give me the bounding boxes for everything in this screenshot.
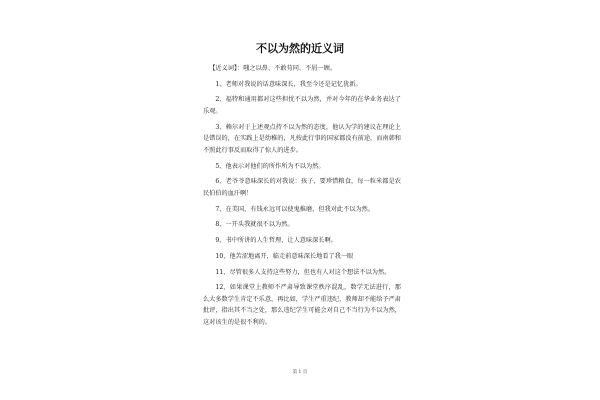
paragraph: 8、一开头我就很不以为然。 [215, 221, 294, 229]
document-body [203, 63, 401, 333]
page-number: 第 1 页 [292, 370, 308, 375]
paragraph: 2、福特和通用都对这些担忧不以为然，并对今年的在华业务表达了乐观。 [203, 96, 401, 116]
paragraph: 9、书中所讲的人生哲理，让人意味深长啊。 [215, 237, 337, 245]
page-title: 不以为然的近义词 [256, 42, 344, 55]
paragraph: 1、老师对我说的话意味深长，我至今还是记忆犹新。 [215, 80, 362, 88]
paragraph: 5、他表示对他们的所作所为不以为然。 [215, 162, 325, 170]
paragraph: 12、如果课堂上教师不严肃导致课堂秩序混乱，数学无法进行，那么大多数学生肯定不乐意，再比如，学生严重违纪，教师却不能给予严肃批评，指出其不当之处，那么违纪学生可能会对自己不当行为不以为然，这对该生的是很不利的。 [203, 284, 401, 326]
paragraph: 3、赖尔对于上述观点持不以为然的态度，他认为学的建议在理论上是错误的，在实践上是幼稚的，凡按此行事的国家都没有前途，而南韩和不照此行事反而取得了惊人的进步。 [203, 123, 401, 154]
paragraph: 6、老爷爷意味深长的对我说：孩子，要珍惜粮食，每一粒米都是农民伯伯的血汗啊！ [203, 178, 401, 197]
paragraph-synonyms: 【近义词】：嗤之以鼻、不敢苟同、不屑一顾。 [209, 65, 337, 72]
paragraph: 10、他苦涩地离开，临走前意味深长地看了我一眼 [215, 252, 354, 260]
paragraph: 7、在美国，有钱永远可以使鬼推磨，但我对此不以为然。 [215, 205, 375, 213]
paragraph: 11、尽管很多人支持这些努力，但也有人对这个想法不以为然。 [215, 268, 391, 276]
